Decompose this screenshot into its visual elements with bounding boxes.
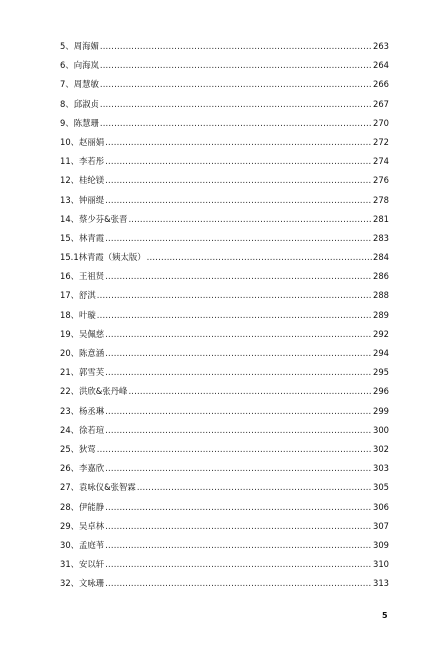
toc-entry-page: 299: [373, 405, 389, 416]
dot-leader: [97, 306, 372, 325]
toc-entry[interactable]: [60, 286, 389, 305]
dot-leader: [137, 478, 372, 497]
dot-leader: [105, 421, 372, 440]
dot-leader: [128, 382, 372, 401]
toc-entry-page: 266: [373, 79, 389, 90]
toc-entry-page: 313: [373, 578, 389, 589]
toc-entry[interactable]: [60, 133, 389, 152]
toc-entry-page: 302: [373, 443, 389, 454]
toc-entry[interactable]: [60, 56, 389, 75]
toc-entry-page: 300: [373, 424, 389, 435]
toc-entry[interactable]: [60, 574, 389, 593]
dot-leader: [105, 459, 372, 478]
toc-entry-title: 14、蔡少芬&张晋: [60, 213, 128, 224]
toc-entry-page: 289: [373, 309, 389, 320]
toc-entry-title: 22、洪欣&张丹峰: [60, 386, 128, 397]
dot-leader: [105, 536, 372, 555]
toc-entry-title: 26、李嘉欣: [60, 463, 105, 474]
toc-entry-page: 307: [373, 520, 389, 531]
toc-entry-page: 296: [373, 386, 389, 397]
toc-entry-title: 9、陈慧珊: [60, 117, 99, 128]
toc-entry-page: 292: [373, 328, 389, 339]
toc-entry-page: 310: [373, 559, 389, 570]
toc-entry-page: 263: [373, 41, 389, 51]
toc-entry[interactable]: [60, 344, 389, 363]
toc-entry-title: 21、郭雪芙: [60, 367, 105, 378]
toc-entry-title: 8、邱淑贞: [60, 98, 99, 109]
toc-entry-title: 28、伊能静: [60, 501, 105, 512]
dot-leader: [100, 37, 372, 56]
toc-entry-page: 309: [373, 539, 389, 550]
dot-leader: [105, 344, 372, 363]
toc-entry[interactable]: [60, 459, 389, 478]
toc-entry-title: 6、向海岚: [60, 60, 99, 71]
toc-entry[interactable]: [60, 325, 389, 344]
toc-entry[interactable]: [60, 402, 389, 421]
toc-entry-title: 31、安以轩: [60, 559, 105, 570]
dot-leader: [105, 517, 372, 536]
toc-entry-page: 270: [373, 117, 389, 128]
toc-entry[interactable]: [60, 210, 389, 229]
toc-entry[interactable]: [60, 363, 389, 382]
toc-entry-title: 18、叶璇: [60, 309, 96, 320]
dot-leader: [105, 152, 372, 171]
toc-entry[interactable]: [60, 536, 389, 555]
toc-entry-page: 272: [373, 136, 389, 147]
toc-entry-title: 12、桂纶镁: [60, 175, 105, 186]
dot-leader: [105, 171, 372, 190]
toc-entry[interactable]: [60, 37, 389, 56]
page-number: 5: [382, 611, 388, 620]
toc-entry-page: 284: [373, 252, 389, 263]
toc-entry[interactable]: [60, 75, 389, 94]
dot-leader: [105, 555, 372, 574]
dot-leader: [100, 95, 372, 114]
toc-entry[interactable]: [60, 171, 389, 190]
toc-entry[interactable]: [60, 555, 389, 574]
dot-leader: [100, 56, 372, 75]
toc-entry-title: 17、舒淇: [60, 290, 96, 301]
toc-entry[interactable]: [60, 306, 389, 325]
dot-leader: [105, 229, 372, 248]
toc-entry[interactable]: [60, 382, 389, 401]
dot-leader: [105, 191, 372, 210]
toc-entry-page: 264: [373, 60, 389, 71]
toc-entry[interactable]: [60, 478, 389, 497]
toc-entry-page: 283: [373, 232, 389, 243]
toc-entry-page: 306: [373, 501, 389, 512]
toc-entry[interactable]: [60, 440, 389, 459]
toc-entry[interactable]: [60, 498, 389, 517]
toc-entry-title: 11、李若彤: [60, 156, 105, 167]
dot-leader: [105, 574, 372, 593]
toc-entry[interactable]: [60, 421, 389, 440]
dot-leader: [97, 286, 372, 305]
table-of-contents: [60, 37, 389, 593]
dot-leader: [105, 325, 372, 344]
dot-leader: [105, 267, 372, 286]
toc-entry[interactable]: [60, 517, 389, 536]
toc-entry-page: 303: [373, 463, 389, 474]
toc-entry[interactable]: [60, 248, 389, 267]
toc-entry-title: 30、孟庭苇: [60, 539, 105, 550]
toc-entry[interactable]: [60, 191, 389, 210]
toc-entry-page: 276: [373, 175, 389, 186]
toc-entry-title: 16、王祖贤: [60, 271, 105, 282]
toc-entry-title: 20、陈意涵: [60, 348, 105, 358]
toc-entry-page: 267: [373, 98, 389, 109]
toc-entry[interactable]: [60, 229, 389, 248]
dot-leader: [105, 402, 372, 421]
toc-entry-title: 15.1林青霞（姨太版）: [60, 252, 146, 263]
toc-entry[interactable]: [60, 95, 389, 114]
toc-entry[interactable]: [60, 267, 389, 286]
toc-entry-page: 281: [373, 213, 389, 224]
dot-leader: [128, 210, 372, 229]
dot-leader: [105, 363, 372, 382]
toc-entry-title: 10、赵丽娟: [60, 136, 105, 147]
dot-leader: [97, 440, 372, 459]
toc-entry-title: 25、狄莺: [60, 443, 96, 454]
toc-entry-page: 286: [373, 271, 389, 282]
dot-leader: [105, 498, 372, 517]
dot-leader: [100, 75, 372, 94]
toc-entry-page: 305: [373, 482, 389, 493]
toc-entry-page: 274: [373, 156, 389, 167]
toc-entry-title: 23、杨丞琳: [60, 405, 105, 416]
toc-entry[interactable]: [60, 114, 389, 133]
toc-entry-title: 5、周海媚: [60, 41, 99, 51]
dot-leader: [147, 248, 372, 267]
toc-entry-title: 29、吴卓林: [60, 520, 105, 531]
dot-leader: [100, 114, 372, 133]
toc-entry-title: 13、钟丽缇: [60, 194, 105, 205]
toc-entry[interactable]: [60, 152, 389, 171]
toc-entry-title: 19、吴佩慈: [60, 328, 105, 339]
dot-leader: [105, 133, 372, 152]
toc-entry-title: 27、袁咏仪&张智霖: [60, 482, 136, 493]
toc-entry-page: 288: [373, 290, 389, 301]
toc-entry-title: 24、徐若瑄: [60, 424, 105, 435]
toc-entry-page: 294: [373, 348, 389, 358]
toc-entry-title: 7、周慧敏: [60, 79, 99, 90]
toc-entry-page: 278: [373, 194, 389, 205]
toc-entry-title: 32、文咏珊: [60, 578, 105, 589]
toc-entry-title: 15、林青霞: [60, 232, 105, 243]
toc-entry-page: 295: [373, 367, 389, 378]
